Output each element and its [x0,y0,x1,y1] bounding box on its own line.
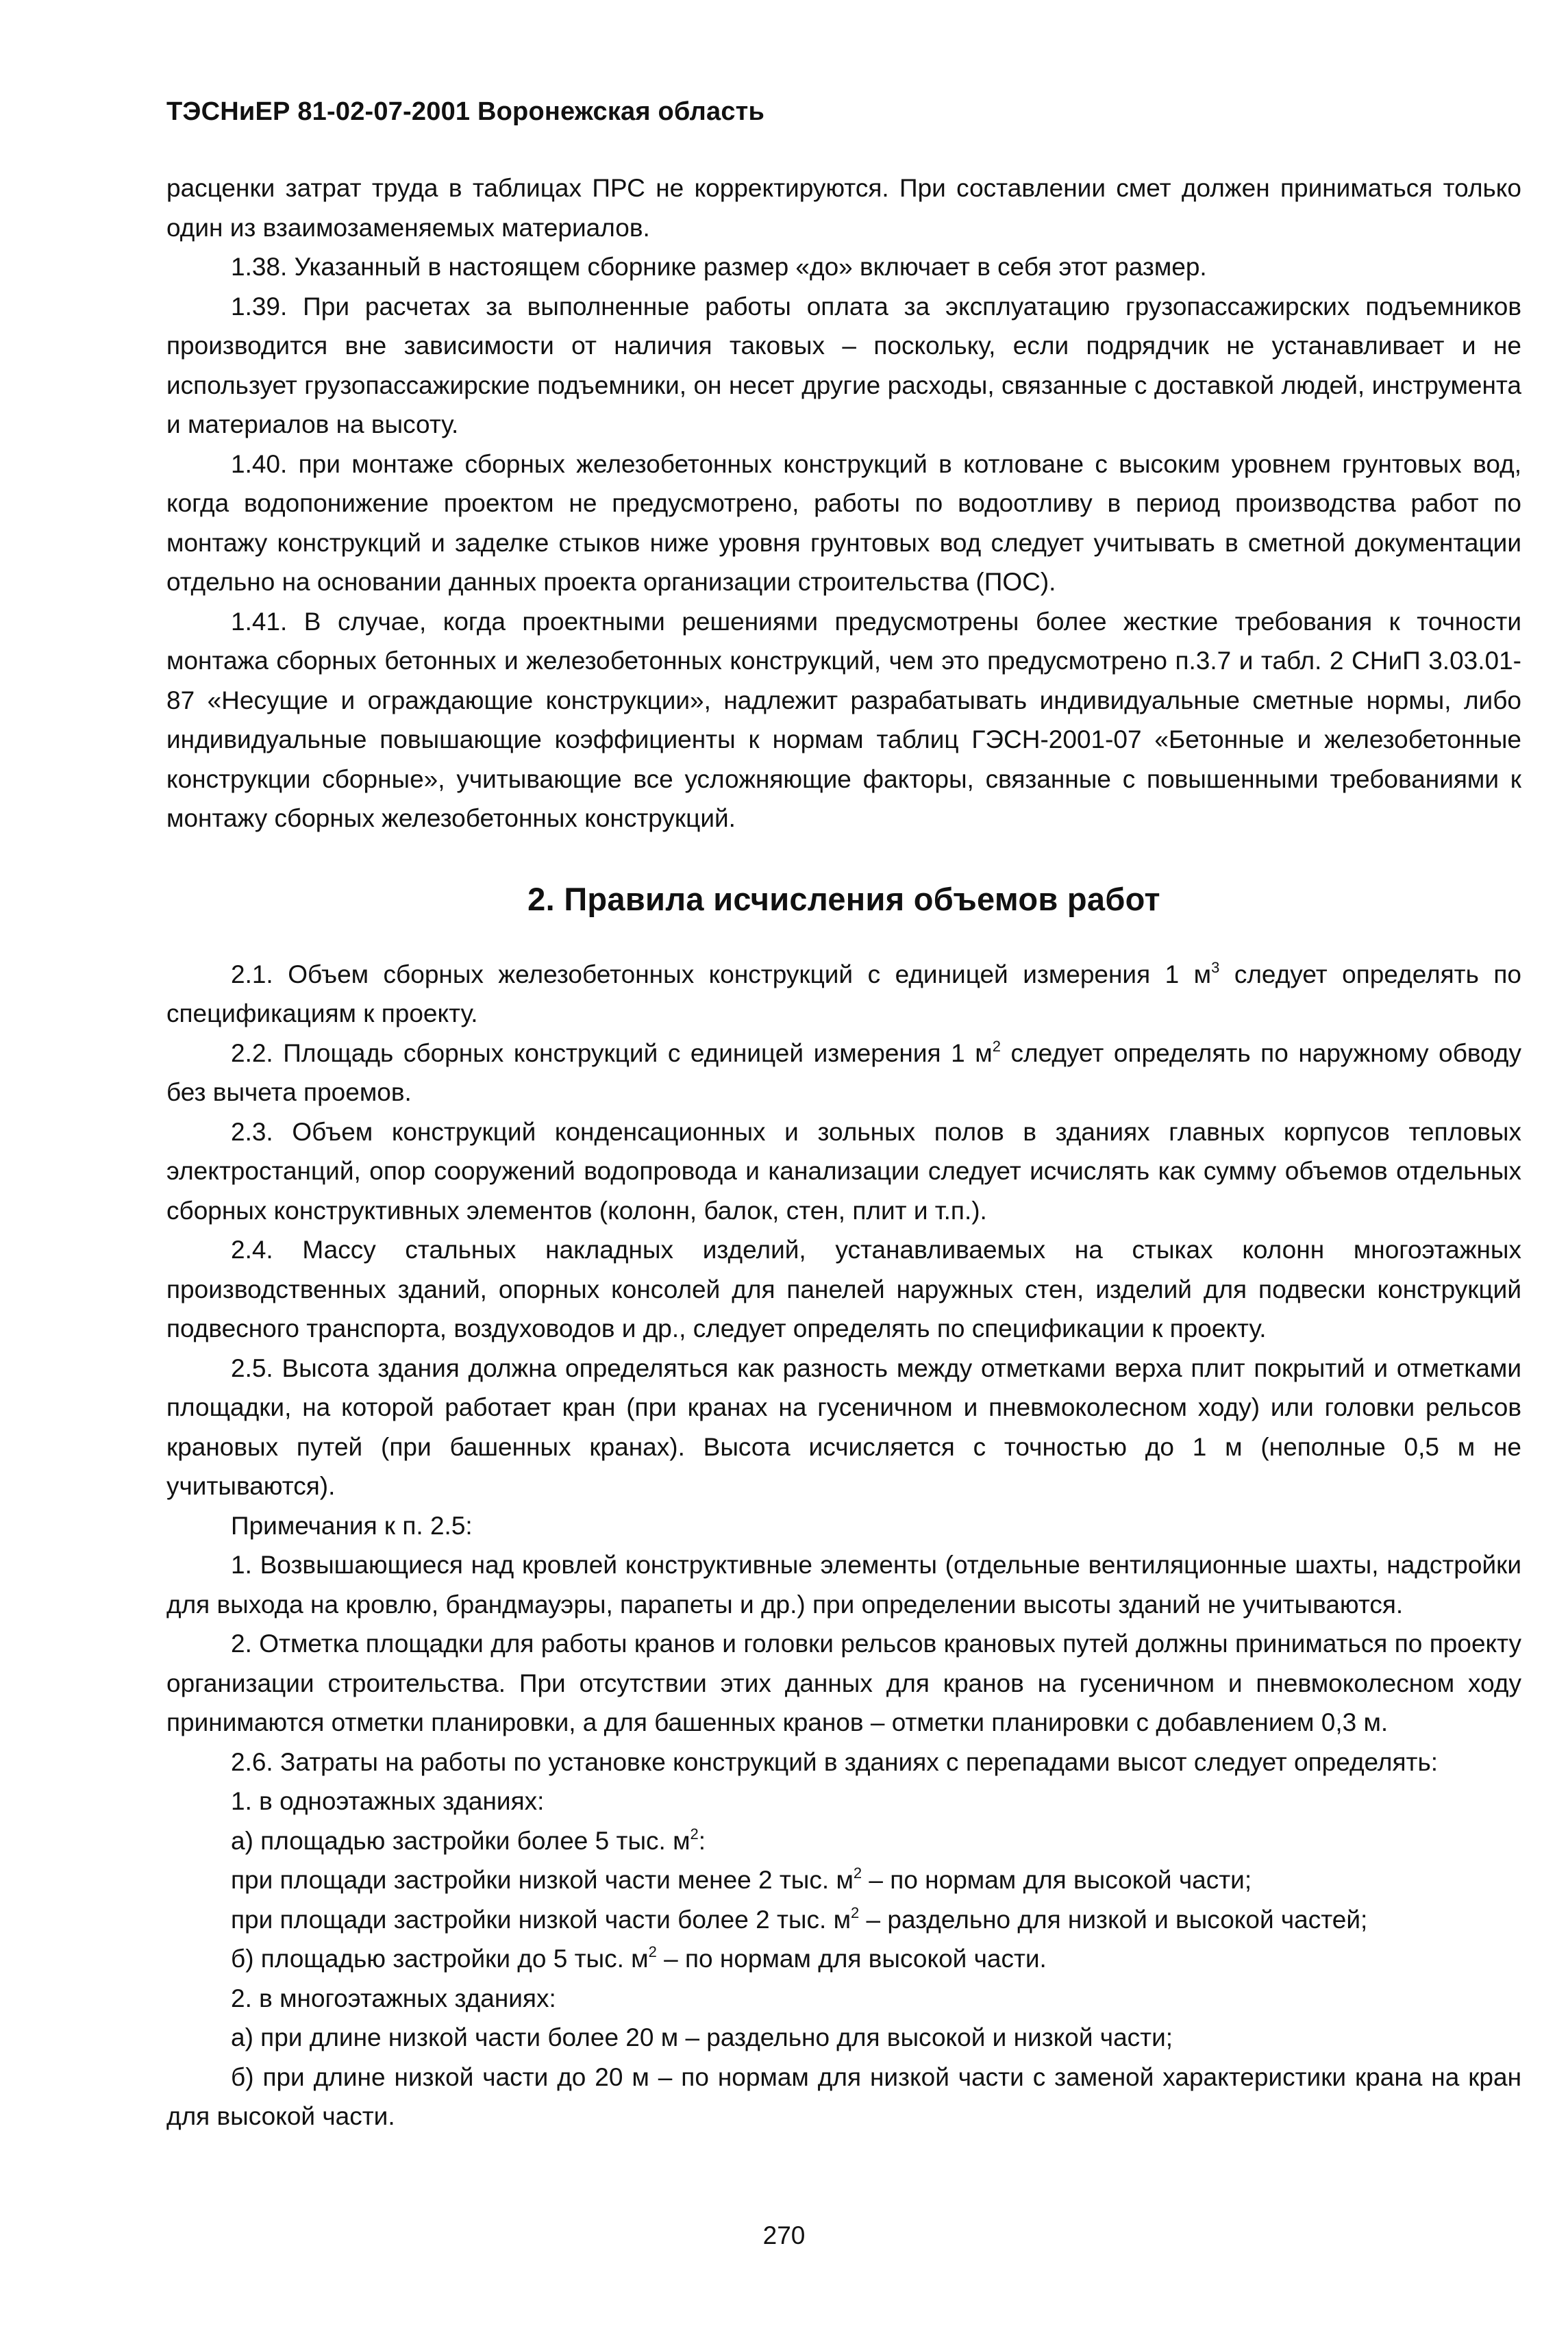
paragraph-2-6: 2.6. Затраты на работы по установке конструкций в зданиях с перепадами высот следует определять: [231,1747,1439,1776]
running-header: ТЭСНиЕР 81-02-07-2001 Воронежская область [166,97,765,126]
paragraph-2-3: 2.3. Объем конструкций конденсационных и зольных полов в зданиях главных корпусов тепловых электростанций, опор сооружений водопровода и канализации следует исчислять как сумму объемов отдельных сборных конструктивных элементов (колонн, балок, стен, плит и т.п.). [166,1117,1521,1225]
paragraph-1-40: 1.40. при монтаже сборных железобетонных конструкций в котловане с высоким уровнем грунтовых вод, когда водопонижение проектом не предусмотрено, работы по водоотливу в период производства работ по монтажу конструкций и заделке стыков ниже уровня грунтовых вод следует учитывать в сметной документации отдельно на основании данных проекта организации строительства (ПОС). [166,449,1521,596]
paragraph-2-2 [166,1034,1521,1112]
page-number: 270 [762,2221,806,2249]
paragraph-1-39: 1.39. При расчетах за выполненные работы оплата за эксплуатацию грузопассажирских подъемников производится вне зависимости от наличия таковых – поскольку, если подрядчик не устанавливает и не использует грузопассажирские подъемники, он несет другие расходы, связанные с доставкой людей, инструмента и материалов на высоту. [166,292,1521,438]
list-item-1a-superscript: 2 [690,1825,699,1843]
list-item-1a [166,1821,1521,1861]
paragraph-1-41: 1.41. В случае, когда проектными решениями предусмотрены более жесткие требования к точности монтажа сборных бетонных и железобетонных конструкций, чем это предусмотрено п.3.7 и табл. 2 СНиП 3.03.01-87 «Несущие и ограждающие конструкции», надлежит разрабатывать индивидуальные сметные нормы, либо индивидуальные повышающие коэффициенты к нормам таблиц ГЭСН-2001-07 «Бетонные и железобетонные конструкции сборные», учитывающие все усложняющие факторы, связанные с повышенными требованиями к монтажу сборных железобетонных конструкций. [166,607,1521,832]
list-item-1b-superscript: 2 [648,1943,657,1960]
list-item-1a-i-text-a: при площади застройки низкой части менее 2 тыс. м [231,1866,854,1894]
body-text [166,169,1521,2136]
list-item-1a-i-text-b: – по нормам для высокой части; [862,1866,1252,1894]
list-item-1a-ii-text-a: при площади застройки низкой части более 2 тыс. м [231,1905,851,1934]
section-heading: 2. Правила исчисления объемов работ [527,880,1160,917]
notes-title: Примечания к п. 2.5: [231,1511,473,1540]
paragraph-2-2-text-a: 2.2. Площадь сборных конструкций с единицей измерения 1 м [231,1038,993,1067]
note-1: 1. Возвышающиеся над кровлей конструктивные элементы (отдельные вентиляционные шахты, надстройки для выхода на кровлю, брандмауэры, парапеты и др.) при определении высоты зданий не учитываются. [166,1551,1521,1619]
list-item-1a-text-b: : [698,1826,706,1855]
list-item-1b-text-b: – по нормам для высокой части. [656,1945,1047,1973]
list-item-1: 1. в одноэтажных зданиях: [231,1787,545,1815]
paragraph-2-5: 2.5. Высота здания должна определяться как разность между отметками верха плит покрытий и отметками площадки, на которой работает кран (при кранах на гусеничном и пневмоколесном ходу) или головки рельсов крановых путей (при башенных кранах). Высота исчисляется с точностью до 1 м (неполные 0,5 м не учитываются). [166,1353,1521,1500]
paragraph-2-1-superscript: 3 [1211,958,1220,976]
list-item-2: 2. в многоэтажных зданиях: [231,1984,556,2012]
paragraph-continuation: расценки затрат труда в таблицах ПРС не корректируются. При составлении смет должен приниматься только один из взаимозаменяемых материалов. [166,174,1521,242]
list-item-1b [166,1939,1521,1979]
list-item-1a-ii-text-b: – раздельно для низкой и высокой частей; [859,1905,1368,1934]
paragraph-2-1-text-a: 2.1. Объем сборных железобетонных конструкций с единицей измерения 1 м [231,960,1212,988]
paragraph-2-2-text-b: следует определять по наружному обводу без вычета проемов. [166,1038,1521,1106]
list-item-1a-ii [166,1900,1521,1940]
paragraph-1-38: 1.38. Указанный в настоящем сборнике размер «до» включает в себя этот размер. [231,253,1207,281]
list-item-1a-text-a: а) площадью застройки более 5 тыс. м [231,1826,690,1855]
list-item-1b-text-a: б) площадью застройки до 5 тыс. м [231,1945,649,1973]
list-item-1a-ii-superscript: 2 [851,1904,860,1921]
paragraph-2-1-text-b: следует определять по спецификациям к проекту. [166,960,1521,1027]
paragraph-2-4: 2.4. Массу стальных накладных изделий, устанавливаемых на стыках колонн многоэтажных производственных зданий, опорных консолей для панелей наружных стен, изделий для подвески конструкций подвесного транспорта, воздуховодов и др., следует определять по спецификации к проекту. [166,1236,1521,1343]
paragraph-2-2-superscript: 2 [992,1037,1001,1055]
paragraph-2-1 [166,955,1521,1034]
note-2: 2. Отметка площадки для работы кранов и головки рельсов крановых путей должны приниматься по проекту организации строительства. При отсутствии этих данных для кранов на гусеничном и пневмоколесном ходу принимаются отметки планировки, а для башенных кранов – отметки планировки с добавлением 0,3 м. [166,1630,1521,1736]
list-item-2b: б) при длине низкой части до 20 м – по нормам для низкой части с заменой характеристики крана на кран для высокой части. [166,2062,1521,2130]
list-item-2a: а) при длине низкой части более 20 м – раздельно для высокой и низкой части; [231,2023,1173,2051]
list-item-1a-i [166,1860,1521,1900]
list-item-1a-i-superscript: 2 [853,1864,862,1882]
